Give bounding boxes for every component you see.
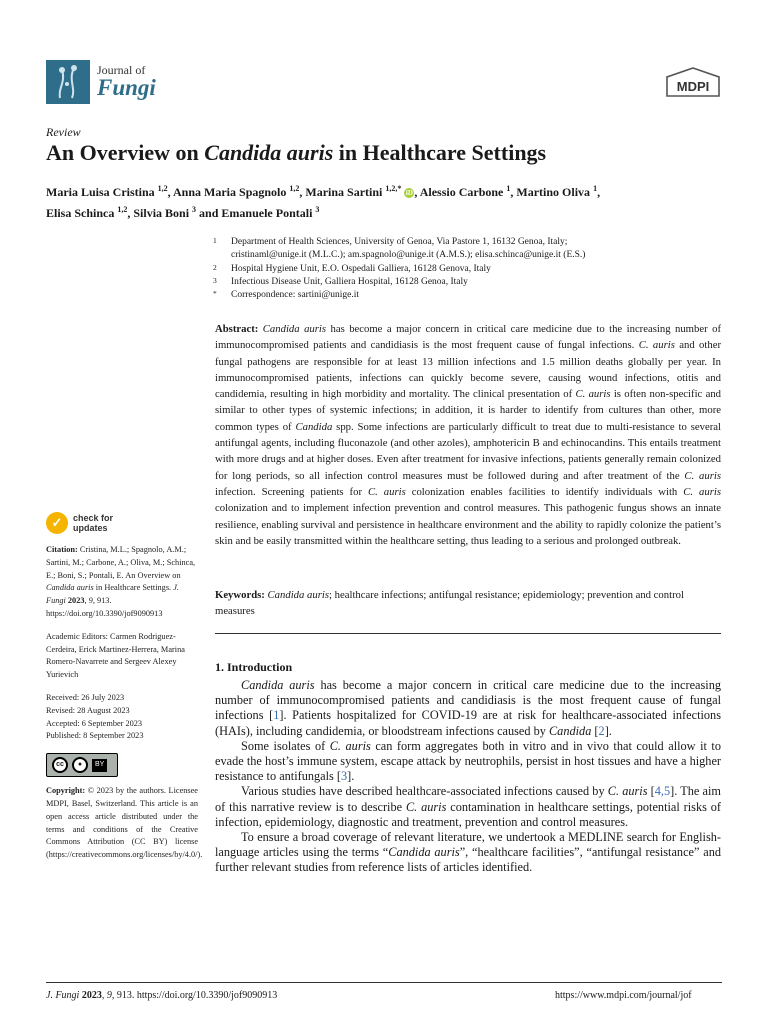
author-affiliation-marker: 3 [192, 205, 197, 214]
author-affiliation-marker: 1 [593, 184, 598, 193]
intro-text: ]. [347, 769, 355, 784]
affiliation-row [213, 289, 713, 302]
intro-text: [ [647, 784, 655, 799]
footer-doi: , 913. https://doi.org/10.3390/jof9090913 [111, 990, 278, 1001]
affiliation-text: Infectious Disease Unit, Galliera Hospital, 16128 Genoa, Italy [231, 276, 468, 287]
affiliation-text: cristinaml@unige.it (M.L.C.); am.spagnolo@unige.it (A.M.S.); elisa.schinca@unige.it (E.S.) [231, 250, 586, 261]
citation-text: Cristina, M.L.; Spagnolo, A.M.; Sartini, M.; Carbone, A.; Oliva, M.; Schinca, E.; Boni, S.; Pontali, E. An Overview on [46, 545, 196, 580]
section-divider [215, 633, 721, 634]
intro-paragraph [215, 678, 721, 739]
affiliation-row [213, 263, 713, 276]
abstract-text: spp. Some infections are particularly difficult to treat due to multi-resistance to several antifungal agents, including fluconazole (and other azoles), amphotericin B and echinocandins. This entails treatment with more drugs and at higher doses. Even after treatment for invasive infections, patients generally remain colonized for long periods, so all infection control measures must be followed during and after treatment of the [215, 420, 721, 482]
check-line1: check for [73, 513, 114, 523]
author-separator: , [167, 185, 174, 199]
reference-link[interactable]: 4,5 [654, 784, 671, 799]
author-affiliation-marker: 3 [315, 205, 320, 214]
abstract-text: colonization enables facilities to identify individuals with [405, 485, 684, 498]
author-name[interactable]: Silvia Boni [133, 206, 190, 220]
author-list [46, 180, 706, 222]
abstract-text: has become a major concern in critical care medicine due to the increasing number of immunocompromised patients and candidiasis is the most frequent cause of fungal infections. [215, 323, 721, 352]
footer-year: 2023 [81, 990, 102, 1001]
journal-of-label: Journal of [97, 63, 146, 77]
intro-text: Candida auris [388, 845, 460, 860]
section-heading-introduction: 1. Introduction [215, 660, 293, 674]
academic-editors: Academic Editors: Carmen Rodriguez-Cerdeira, Erick Martinez-Herrera, Marina Romero-Navarrete and Sergeev Alexey Yurievich [46, 631, 185, 680]
abstract-text: infection. Screening patients for [215, 485, 368, 498]
abstract-label: Abstract: [215, 323, 259, 335]
affiliation-row [213, 276, 713, 289]
citation [46, 544, 198, 621]
citation-text: in Healthcare Settings. [93, 583, 174, 593]
intro-text: C. auris [405, 799, 447, 814]
by-label: BY [92, 759, 107, 772]
keywords [215, 587, 721, 619]
abstract-text: is often non-specific and similar to other types of systemic infections; in addition, it is harder to identify from cultures than other, more common types of [215, 388, 722, 433]
citation-text: 9 [88, 596, 93, 606]
citation-text: J. Fungi [46, 583, 179, 606]
cc-icon: cc [52, 757, 68, 773]
affiliation-row [213, 236, 713, 249]
footer-divider [46, 982, 722, 983]
sidebar [46, 512, 203, 862]
keywords-text: Candida auris [267, 589, 330, 601]
article-type: Review [46, 125, 81, 139]
intro-text: To ensure a broad coverage of relevant literature, we undertook a MEDLINE search for English-language articles using the terms “ [215, 830, 721, 860]
reference-link[interactable]: 3 [341, 769, 348, 784]
publication-date: Revised: 28 August 2023 [46, 705, 130, 715]
publication-date: Received: 26 July 2023 [46, 692, 125, 702]
affiliation-text: Department of Health Sciences, University of Genoa, Via Pastore 1, 16132 Genoa, Italy; [231, 237, 568, 247]
intro-text: C. auris [329, 738, 371, 753]
citation-text: 2023 [67, 596, 85, 606]
cc-by-license-badge[interactable] [46, 753, 118, 777]
title-suffix: in Healthcare Settings [333, 140, 547, 165]
author-affiliation-marker: 1,2,* [385, 184, 402, 193]
affiliation-marker: * [213, 289, 217, 299]
keywords-label: Keywords: [215, 589, 265, 601]
intro-text: ]. The aim of this narrative review is to describe [215, 784, 721, 814]
affiliation-marker: 2 [213, 262, 217, 272]
abstract-text: C. auris [638, 339, 675, 352]
check-line2: updates [73, 523, 108, 533]
introduction-body [215, 678, 721, 876]
intro-text: Various studies have described healthcare-associated infections caused by [241, 784, 608, 799]
reference-link[interactable]: 2 [598, 723, 605, 738]
abstract-text: C. auris [684, 469, 721, 482]
author-separator: and [196, 206, 222, 220]
mdpi-logo-text: MDPI [676, 79, 710, 94]
author-name[interactable]: Elisa Schinca [46, 206, 115, 220]
intro-text: can form aggregates both in vitro and in vivo that could allow it to evade the host’s immune system, escape attack by neutrophils, persist in host tissues and have a higher resistance to antifungals [ [215, 738, 721, 784]
intro-text: ]. Patients hospitalized for COVID-19 are at risk for healthcare-associated infections (HAIs), including candidemia, or bloodstream infections caused by [215, 708, 721, 738]
intro-text: C. auris [607, 784, 648, 799]
author-separator: , [299, 185, 306, 199]
author-name[interactable]: Maria Luisa Cristina [46, 185, 155, 199]
author-separator: , [127, 206, 134, 220]
intro-text: Candida auris [241, 678, 315, 692]
affiliation-text: Hospital Hygiene Unit, E.O. Ospedali Galliera, 16128 Genova, Italy [231, 263, 491, 274]
affiliation-marker: 1 [213, 236, 217, 245]
checkmark-icon: ✓ [46, 512, 68, 534]
intro-text: contamination in healthcare settings, potential risks of infection, epidemiology, diagnostic and treatment, prevention and control measures. [215, 799, 721, 829]
intro-text: has become a major concern in critical care medicine due to the increasing number of immunocompromised patients and candidiasis is the most frequent cause of fungal infections [ [215, 678, 721, 723]
title-italic: Candida auris [204, 140, 334, 165]
check-for-updates-badge[interactable] [46, 512, 198, 534]
affiliations [213, 236, 713, 302]
author-affiliation-marker: 1,2 [157, 184, 168, 193]
author-affiliation-marker: 1,2 [117, 205, 128, 214]
by-person-icon: ● [72, 757, 88, 773]
citation-text: , 913. https://doi.org/10.3390/jof9090913 [46, 596, 163, 618]
abstract-text: C. auris [575, 388, 611, 401]
copyright-text: © 2023 by the authors. Licensee MDPI, Basel, Switzerland. This article is an open access article distributed under the terms and conditions of the Creative Commons Attribution (CC BY) license (https://creativecommons.org/licenses/by/4.0/). [46, 786, 203, 860]
author-separator: , [597, 185, 601, 199]
keywords-text: ; healthcare infections; antifungal resistance; epidemiology; prevention and control measures [215, 589, 684, 617]
orcid-icon[interactable]: iD [405, 189, 413, 197]
abstract-text: C. auris [683, 485, 721, 498]
author-affiliation-marker: 1 [506, 184, 511, 193]
author-name[interactable]: Anna Maria Spagnolo [173, 185, 287, 199]
intro-paragraph [215, 784, 721, 830]
author-separator: , [510, 185, 517, 199]
title-prefix: An Overview on [46, 140, 205, 165]
reference-link[interactable]: 1 [273, 708, 280, 723]
journal-logo [46, 60, 90, 104]
author-separator: , [414, 185, 420, 199]
publication-date: Accepted: 6 September 2023 [46, 718, 143, 728]
author-name[interactable]: Martino Oliva [516, 185, 591, 199]
intro-text: ”, “healthcare facilities”, “antifungal resistance” and further relevant studies from reference lists of articles identified. [215, 845, 721, 875]
abstract-text: C. auris [367, 485, 406, 498]
intro-paragraph [215, 739, 721, 785]
citation-text: Citation: [46, 545, 78, 554]
footer-volume: 9 [106, 990, 112, 1001]
citation-text: , [84, 596, 89, 606]
citation-text: Candida auris [46, 583, 94, 593]
intro-text: Some isolates of [241, 738, 330, 753]
author-name[interactable]: Marina Sartini [305, 185, 383, 199]
abstract [215, 321, 721, 549]
intro-text: ]. [604, 723, 612, 738]
affiliation-text: Correspondence: sartini@unige.it [231, 290, 359, 301]
publication-date: Published: 8 September 2023 [46, 731, 144, 741]
footer-journal-url[interactable]: https://www.mdpi.com/journal/jof [555, 990, 692, 1001]
footer-citation: J. Fungi 2023, 9, 913. https://doi.org/10.3390/jof9090913 [46, 990, 278, 1001]
journal-name: Fungi [97, 75, 156, 100]
footer-journal: J. Fungi [46, 990, 80, 1001]
intro-paragraph [215, 830, 721, 876]
affiliation-marker: 3 [213, 275, 217, 285]
mdpi-logo[interactable] [665, 67, 721, 102]
abstract-text: and other fungal pathogens are responsible for at least 13 million infections and 1.5 million deaths globally per year. In immunocompromised patients, infections can quickly become severe, causing wound infections, otitis and candidemia, resulting in high morbidity and mortality. The clinical presentation of [215, 339, 722, 401]
article-title [46, 140, 546, 166]
copyright-label: Copyright: [46, 786, 86, 796]
copyright-notice [46, 785, 203, 862]
abstract-text: colonization and to implement infection prevention and control measures. This pathogenic fungus shows an innate resilience, enabling survival and persistence in healthcare environment and the ability to rapidly colonize the patient’s skin and be easily transmitted within the healthcare setting, thus leading to a serious and prolonged outbreak. [215, 502, 721, 547]
author-affiliation-marker: 1,2 [289, 184, 300, 193]
abstract-text: Candida [295, 420, 333, 433]
intro-text: Candida [548, 723, 592, 738]
abstract-text: Candida auris [262, 323, 327, 335]
author-name[interactable]: Alessio Carbone [419, 185, 504, 199]
affiliation-row [213, 249, 713, 262]
intro-text: [ [591, 723, 599, 738]
publication-dates [46, 692, 198, 743]
author-name[interactable]: Emanuele Pontali [221, 206, 313, 220]
